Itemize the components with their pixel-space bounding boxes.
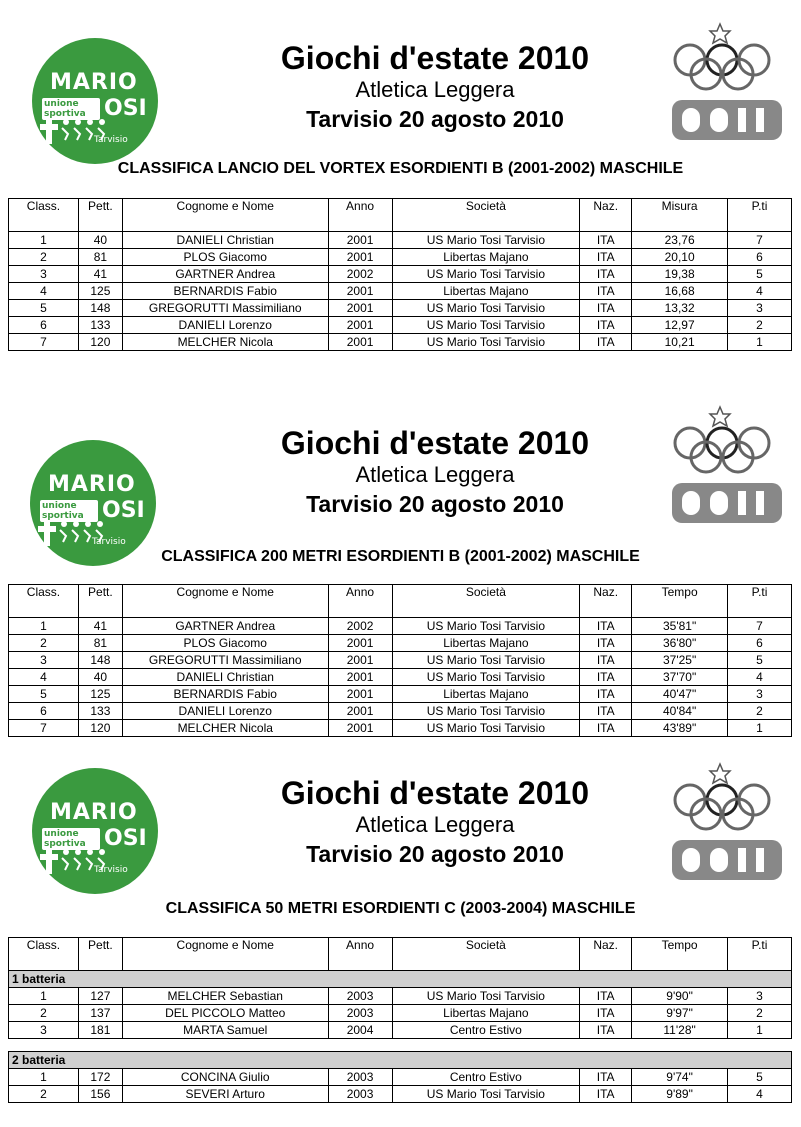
- table-cell: MARTA Samuel: [122, 1022, 328, 1039]
- table-cell: DEL PICCOLO Matteo: [122, 1005, 328, 1022]
- event-title: Giochi d'estate 2010: [280, 775, 590, 811]
- table-cell: 2001: [328, 652, 392, 669]
- table-cell: 41: [78, 618, 122, 635]
- column-header: Tempo: [632, 585, 728, 618]
- column-header: P.ti: [728, 585, 792, 618]
- column-header: Class.: [9, 585, 79, 618]
- column-header: Naz.: [580, 585, 632, 618]
- table-row: [9, 703, 792, 720]
- table-cell: Libertas Majano: [392, 1005, 580, 1022]
- column-header: Misura: [632, 199, 728, 232]
- logo-text-osi: OSI: [104, 826, 147, 851]
- table-cell: Libertas Majano: [392, 283, 580, 300]
- table-cell: 13,32: [632, 300, 728, 317]
- classifica-title: CLASSIFICA LANCIO DEL VORTEX ESORDIENTI B (2001-2002) MASCHILE: [117, 160, 684, 177]
- table-cell: ITA: [580, 1086, 632, 1103]
- table-cell: US Mario Tosi Tarvisio: [392, 1086, 580, 1103]
- table-cell: 5: [9, 686, 79, 703]
- table-cell: US Mario Tosi Tarvisio: [392, 720, 580, 737]
- table-cell: 4: [9, 283, 79, 300]
- coni-olympic-logo: [660, 22, 790, 142]
- table-cell: 120: [78, 720, 122, 737]
- heat-row: [9, 1052, 792, 1069]
- table-cell: US Mario Tosi Tarvisio: [392, 988, 580, 1005]
- column-header: Naz.: [580, 938, 632, 971]
- table-cell: MELCHER Sebastian: [122, 988, 328, 1005]
- table-cell: 81: [78, 635, 122, 652]
- table-cell: 3: [9, 266, 79, 283]
- table-cell: 2: [9, 1086, 79, 1103]
- table-cell: DANIELI Christian: [122, 669, 328, 686]
- table-header-row: [9, 585, 792, 618]
- spacer-cell: [9, 1039, 792, 1052]
- table-cell: Libertas Majano: [392, 686, 580, 703]
- table-cell: ITA: [580, 300, 632, 317]
- table-row: [9, 686, 792, 703]
- heat-row: [9, 971, 792, 988]
- table-cell: DANIELI Lorenzo: [122, 703, 328, 720]
- table-cell: ITA: [580, 652, 632, 669]
- table-cell: BERNARDIS Fabio: [122, 686, 328, 703]
- heat-label: 1 batteria: [9, 971, 792, 988]
- table-cell: 40: [78, 232, 122, 249]
- table-cell: MELCHER Nicola: [122, 334, 328, 351]
- table-cell: 2001: [328, 300, 392, 317]
- column-header: Pett.: [78, 199, 122, 232]
- table-cell: ITA: [580, 686, 632, 703]
- column-header: Naz.: [580, 199, 632, 232]
- table-cell: ITA: [580, 618, 632, 635]
- table-row: [9, 1022, 792, 1039]
- table-cell: 6: [728, 635, 792, 652]
- table-cell: 2: [9, 249, 79, 266]
- classifica-title: CLASSIFICA 200 METRI ESORDIENTI B (2001-2002) MASCHILE: [161, 548, 640, 565]
- table-cell: 3: [9, 652, 79, 669]
- table-cell: 2001: [328, 249, 392, 266]
- heat-label: 2 batteria: [9, 1052, 792, 1069]
- table-cell: 3: [9, 1022, 79, 1039]
- table-cell: 10,21: [632, 334, 728, 351]
- event-title: Giochi d'estate 2010: [280, 40, 590, 76]
- table-row: [9, 988, 792, 1005]
- classifica-title: CLASSIFICA 50 METRI ESORDIENTI C (2003-2004) MASCHILE: [165, 900, 636, 917]
- table-cell: 6: [728, 249, 792, 266]
- table-cell: 7: [728, 232, 792, 249]
- table-row: [9, 652, 792, 669]
- table-cell: ITA: [580, 1005, 632, 1022]
- logo-text-osi: OSI: [104, 96, 147, 121]
- table-cell: 2003: [328, 1069, 392, 1086]
- mario-tosi-logo: [32, 768, 158, 894]
- table-cell: 37'70": [632, 669, 728, 686]
- table-cell: 2002: [328, 618, 392, 635]
- logo-text-tarvisio: Tarvisio: [92, 537, 126, 547]
- event-title: Giochi d'estate 2010: [280, 425, 590, 461]
- table-cell: 2001: [328, 283, 392, 300]
- table-cell: 2001: [328, 686, 392, 703]
- table-cell: 2003: [328, 988, 392, 1005]
- table-cell: US Mario Tosi Tarvisio: [392, 703, 580, 720]
- table-cell: 133: [78, 703, 122, 720]
- table-cell: 2001: [328, 317, 392, 334]
- table-cell: 133: [78, 317, 122, 334]
- table-cell: 37'25": [632, 652, 728, 669]
- table-cell: Centro Estivo: [392, 1022, 580, 1039]
- table-cell: 1: [728, 334, 792, 351]
- table-row: [9, 669, 792, 686]
- table-cell: ITA: [580, 720, 632, 737]
- table-cell: DANIELI Lorenzo: [122, 317, 328, 334]
- table-cell: 1: [9, 988, 79, 1005]
- column-header: P.ti: [728, 199, 792, 232]
- table-cell: BERNARDIS Fabio: [122, 283, 328, 300]
- table-row: [9, 635, 792, 652]
- column-header: Cognome e Nome: [122, 585, 328, 618]
- event-place-date: Tarvisio 20 agosto 2010: [306, 841, 564, 867]
- table-cell: PLOS Giacomo: [122, 249, 328, 266]
- table-cell: 2003: [328, 1086, 392, 1103]
- event-subtitle: Atletica Leggera: [355, 77, 515, 102]
- table-cell: 2: [9, 1005, 79, 1022]
- table-cell: ITA: [580, 669, 632, 686]
- table-cell: 2001: [328, 232, 392, 249]
- table-cell: US Mario Tosi Tarvisio: [392, 317, 580, 334]
- table-cell: 7: [9, 720, 79, 737]
- table-cell: 40'47": [632, 686, 728, 703]
- table-cell: 2: [9, 635, 79, 652]
- table-cell: 43'89": [632, 720, 728, 737]
- logo-text-tarvisio: Tarvisio: [94, 135, 128, 145]
- table-row: [9, 266, 792, 283]
- table-cell: 4: [9, 669, 79, 686]
- table-cell: 2001: [328, 703, 392, 720]
- table-cell: 23,76: [632, 232, 728, 249]
- table-cell: GARTNER Andrea: [122, 266, 328, 283]
- table-cell: 2001: [328, 669, 392, 686]
- event-place-date: Tarvisio 20 agosto 2010: [306, 491, 564, 517]
- event-heading: [200, 40, 670, 134]
- table-cell: 9'97": [632, 1005, 728, 1022]
- table-cell: 5: [728, 1069, 792, 1086]
- table-row: [9, 334, 792, 351]
- coni-olympic-logo: [660, 762, 790, 882]
- table-row: [9, 232, 792, 249]
- table-cell: GREGORUTTI Massimiliano: [122, 300, 328, 317]
- table-cell: ITA: [580, 317, 632, 334]
- table-cell: MELCHER Nicola: [122, 720, 328, 737]
- table-cell: ITA: [580, 266, 632, 283]
- table-cell: 127: [78, 988, 122, 1005]
- table-cell: 2001: [328, 334, 392, 351]
- table-cell: 125: [78, 686, 122, 703]
- table-cell: US Mario Tosi Tarvisio: [392, 652, 580, 669]
- table-cell: 148: [78, 300, 122, 317]
- table-cell: US Mario Tosi Tarvisio: [392, 334, 580, 351]
- table-cell: ITA: [580, 703, 632, 720]
- table-cell: 6: [9, 703, 79, 720]
- table-cell: Libertas Majano: [392, 635, 580, 652]
- table-cell: Libertas Majano: [392, 249, 580, 266]
- table-cell: ITA: [580, 1069, 632, 1086]
- table-row: [9, 1005, 792, 1022]
- table-cell: ITA: [580, 249, 632, 266]
- table-cell: 2: [728, 1005, 792, 1022]
- column-header: P.ti: [728, 938, 792, 971]
- table-cell: 3: [728, 686, 792, 703]
- table-cell: 2004: [328, 1022, 392, 1039]
- table-row: [9, 300, 792, 317]
- column-header: Società: [392, 938, 580, 971]
- table-cell: PLOS Giacomo: [122, 635, 328, 652]
- table-cell: 5: [728, 652, 792, 669]
- table-cell: 35'81": [632, 618, 728, 635]
- table-cell: 5: [9, 300, 79, 317]
- table-cell: 40: [78, 669, 122, 686]
- column-header: Tempo: [632, 938, 728, 971]
- table-cell: 1: [9, 618, 79, 635]
- table-cell: 40'84": [632, 703, 728, 720]
- table-cell: 1: [9, 232, 79, 249]
- table-header-row: [9, 938, 792, 971]
- table-cell: 81: [78, 249, 122, 266]
- table-cell: Centro Estivo: [392, 1069, 580, 1086]
- event-subtitle: Atletica Leggera: [355, 812, 515, 837]
- table-cell: 120: [78, 334, 122, 351]
- logo-text-mario: MARIO: [48, 472, 136, 497]
- table-row: [9, 1069, 792, 1086]
- table-cell: 6: [9, 317, 79, 334]
- column-header: Pett.: [78, 938, 122, 971]
- column-header: Società: [392, 199, 580, 232]
- event-place-date: Tarvisio 20 agosto 2010: [306, 106, 564, 132]
- table-cell: 11'28": [632, 1022, 728, 1039]
- table-cell: 2001: [328, 720, 392, 737]
- table-cell: 7: [728, 618, 792, 635]
- table-cell: GARTNER Andrea: [122, 618, 328, 635]
- results-table: [8, 937, 792, 1103]
- logo-text-mario: MARIO: [50, 800, 138, 825]
- coni-olympic-logo: [660, 405, 790, 525]
- event-heading: [200, 775, 670, 869]
- table-cell: 12,97: [632, 317, 728, 334]
- table-cell: 19,38: [632, 266, 728, 283]
- table-cell: GREGORUTTI Massimiliano: [122, 652, 328, 669]
- table-cell: 181: [78, 1022, 122, 1039]
- column-header: Società: [392, 585, 580, 618]
- table-cell: 148: [78, 652, 122, 669]
- column-header: Cognome e Nome: [122, 199, 328, 232]
- table-row: [9, 720, 792, 737]
- table-cell: 1: [728, 720, 792, 737]
- table-cell: ITA: [580, 283, 632, 300]
- table-cell: 2: [728, 317, 792, 334]
- table-cell: US Mario Tosi Tarvisio: [392, 669, 580, 686]
- event-heading: [200, 425, 670, 519]
- table-row: [9, 249, 792, 266]
- table-cell: 2003: [328, 1005, 392, 1022]
- logo-text-unione-sportiva: unione sportiva: [42, 828, 100, 850]
- table-row: [9, 618, 792, 635]
- table-cell: 2: [728, 703, 792, 720]
- column-header: Class.: [9, 938, 79, 971]
- table-cell: 2002: [328, 266, 392, 283]
- event-subtitle: Atletica Leggera: [355, 462, 515, 487]
- logo-text-unione-sportiva: unione sportiva: [40, 500, 98, 522]
- table-header-row: [9, 199, 792, 232]
- table-cell: ITA: [580, 1022, 632, 1039]
- logo-text-mario: MARIO: [50, 70, 138, 95]
- table-cell: CONCINA Giulio: [122, 1069, 328, 1086]
- table-cell: 125: [78, 283, 122, 300]
- table-row: [9, 283, 792, 300]
- table-cell: 2001: [328, 635, 392, 652]
- table-cell: 36'80": [632, 635, 728, 652]
- table-cell: 20,10: [632, 249, 728, 266]
- column-header: Cognome e Nome: [122, 938, 328, 971]
- table-cell: ITA: [580, 334, 632, 351]
- column-header: Anno: [328, 938, 392, 971]
- column-header: Pett.: [78, 585, 122, 618]
- table-cell: 4: [728, 283, 792, 300]
- table-cell: ITA: [580, 988, 632, 1005]
- table-cell: 1: [728, 1022, 792, 1039]
- column-header: Class.: [9, 199, 79, 232]
- logo-text-tarvisio: Tarvisio: [94, 865, 128, 875]
- table-row: [9, 1086, 792, 1103]
- table-cell: 9'89": [632, 1086, 728, 1103]
- table-cell: 137: [78, 1005, 122, 1022]
- table-cell: 1: [9, 1069, 79, 1086]
- column-header: Anno: [328, 585, 392, 618]
- table-cell: US Mario Tosi Tarvisio: [392, 266, 580, 283]
- table-cell: ITA: [580, 635, 632, 652]
- table-cell: 156: [78, 1086, 122, 1103]
- logo-text-unione-sportiva: unione sportiva: [42, 98, 100, 120]
- column-header: Anno: [328, 199, 392, 232]
- table-cell: 9'90": [632, 988, 728, 1005]
- table-cell: US Mario Tosi Tarvisio: [392, 232, 580, 249]
- table-cell: 5: [728, 266, 792, 283]
- table-cell: ITA: [580, 232, 632, 249]
- mario-tosi-logo: [32, 38, 158, 164]
- table-cell: US Mario Tosi Tarvisio: [392, 300, 580, 317]
- table-cell: 4: [728, 1086, 792, 1103]
- spacer-row: [9, 1039, 792, 1052]
- table-cell: 3: [728, 300, 792, 317]
- table-cell: 16,68: [632, 283, 728, 300]
- table-cell: 4: [728, 669, 792, 686]
- results-table: [8, 584, 792, 737]
- table-cell: US Mario Tosi Tarvisio: [392, 618, 580, 635]
- results-table: [8, 198, 792, 351]
- table-cell: 7: [9, 334, 79, 351]
- table-cell: DANIELI Christian: [122, 232, 328, 249]
- table-row: [9, 317, 792, 334]
- table-cell: 41: [78, 266, 122, 283]
- table-cell: 3: [728, 988, 792, 1005]
- table-cell: SEVERI Arturo: [122, 1086, 328, 1103]
- table-cell: 9'74": [632, 1069, 728, 1086]
- table-cell: 172: [78, 1069, 122, 1086]
- logo-text-osi: OSI: [102, 498, 145, 523]
